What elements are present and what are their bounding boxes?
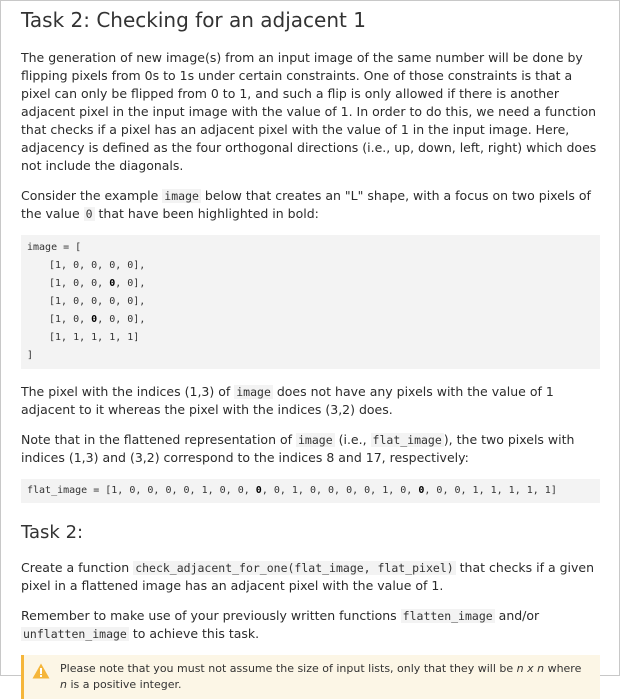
- code-line-row-4: [1, 1, 1, 1, 1]: [49, 332, 140, 343]
- warning-text: Please note that you must not assume the size of input lists, only that they will be n x n where n is a positive integer.: [60, 662, 582, 691]
- code-line-row-0: [1, 0, 0, 0, 0],: [49, 260, 146, 271]
- code-line-close: ]: [27, 350, 34, 361]
- flat-image-code-block: [21, 479, 600, 503]
- text: Consider the example: [21, 188, 163, 203]
- task-heading: Task 2:: [21, 522, 84, 543]
- highlighted-pixel: 0: [91, 314, 98, 325]
- flat-paragraph: Note that in the flattened representation of image (i.e., flat_image ), the two pixels with indices (1,3) and (3,2) correspond to the indices 8 and 17, respectively:: [21, 432, 575, 465]
- warning-icon: [32, 663, 50, 679]
- code-line-row-2: [1, 0, 0, 0, 0],: [49, 296, 146, 307]
- consider-paragraph: [21, 187, 600, 223]
- highlighted-pixel: 0: [255, 485, 262, 496]
- text: that have been highlighted in bold:: [94, 206, 319, 221]
- inline-code-unflatten: unflatten_image: [23, 627, 127, 641]
- code-line-flat: flat_image = [1, 0, 0, 0, 0, 1, 0, 0, 0, 0, 1, 0, 0, 0, 0, 1, 0, 0, 0, 0, 1, 1, 1, 1, 1]: [27, 485, 557, 496]
- image-code-block: [21, 235, 600, 369]
- highlighted-pixel: 0: [418, 485, 425, 496]
- inline-code-image: image: [298, 433, 333, 447]
- code-line-row-3: [1, 0, 0, 0, 0],: [49, 314, 146, 325]
- intro-paragraph: The generation of new image(s) from an input image of the same number will be done by flipping pixels from 0s to 1s under certain constraints. One of those constraints is that a pixel can only be flipped from 0 to 1, and such a flip is only allowed if there is another adjacent pixel in the input image with the value of 1. In order to do this, we need a function that checks if a pixel has an adjacent pixel with the value of 1 in the input image. Here, adjacency is defined as the four orthogonal directions (i.e., up, down, left, right) which does not include the diagonals.: [21, 50, 597, 173]
- inline-code-flat-image: flat_image: [372, 433, 442, 447]
- text: below that creates an "L" shape, with a focus on two pixels of the value: [21, 188, 591, 221]
- create-paragraph: Create a function check_adjacent_for_one(flat_image, flat_pixel) that checks if a given pixel in a flattened image has an adjacent pixel with the value of 1.: [21, 560, 594, 593]
- remember-paragraph: Remember to make use of your previously written functions flatten_image and/or unflatten_image to achieve this task.: [21, 608, 540, 641]
- inline-code-image: image: [236, 385, 271, 399]
- highlighted-pixel: 0: [109, 278, 116, 289]
- inline-code-flatten: flatten_image: [402, 609, 493, 623]
- inline-code-image: image: [164, 189, 199, 203]
- page-title: Task 2: Checking for an adjacent 1: [21, 8, 366, 32]
- code-line-open: image = [: [27, 242, 82, 253]
- pixel-paragraph: The pixel with the indices (1,3) of image does not have any pixels with the value of 1 adjacent to it whereas the pixel with the indices (3,2) does.: [21, 384, 554, 417]
- task-page: [1, 1, 619, 699]
- inline-code-function-signature: check_adjacent_for_one(flat_image, flat_pixel): [135, 561, 454, 575]
- code-line-row-1: [1, 0, 0, 0, 0],: [49, 278, 146, 289]
- inline-code-zero: 0: [85, 207, 93, 221]
- warning-note: [21, 655, 600, 699]
